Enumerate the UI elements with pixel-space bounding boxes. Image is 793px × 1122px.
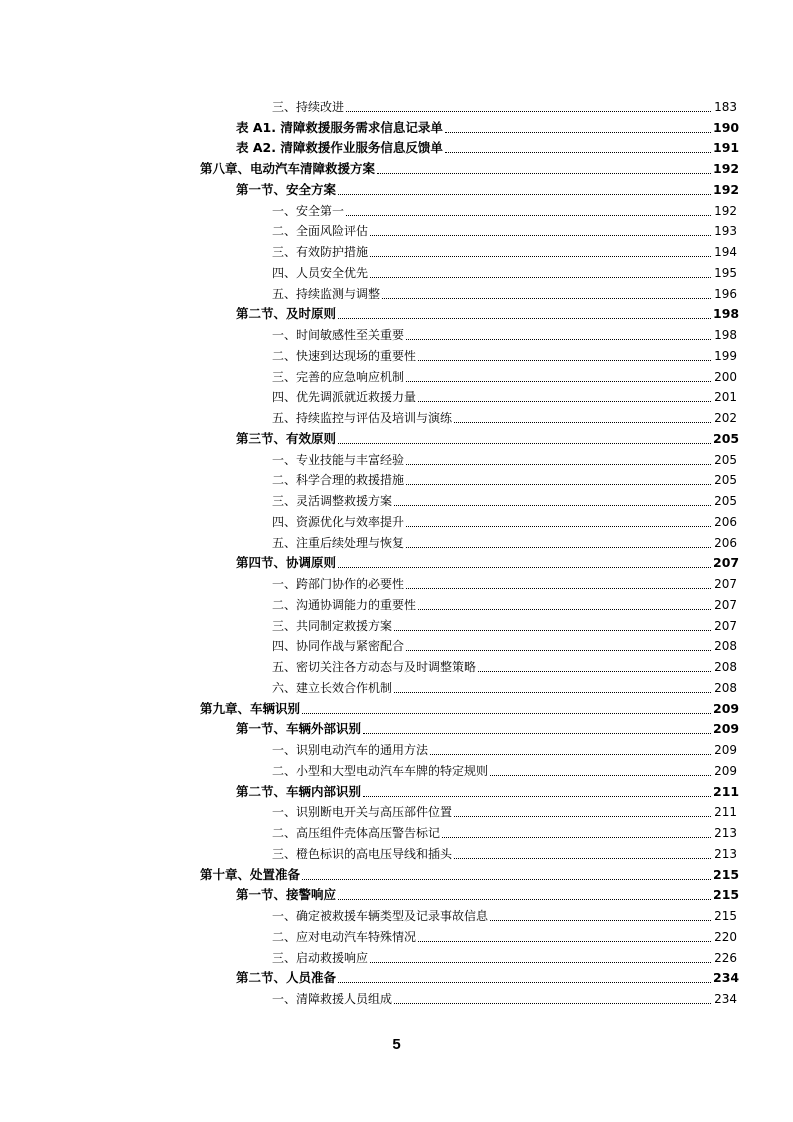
toc-subsection-entry[interactable] (0, 843, 793, 864)
toc-dot-leader (338, 982, 711, 983)
toc-entry-page-number: 192 (714, 203, 737, 218)
toc-entry-title: 四、人员安全优先 (272, 265, 369, 280)
toc-entry-page-number: 209 (713, 700, 740, 716)
toc-dot-leader (346, 111, 711, 112)
toc-subsection-entry[interactable] (0, 366, 793, 387)
toc-dot-leader (454, 858, 711, 859)
toc-dot-leader (338, 899, 711, 900)
toc-entry-page-number: 207 (714, 577, 737, 591)
toc-section-entry[interactable] (0, 553, 793, 574)
toc-subsection-entry[interactable] (0, 262, 793, 283)
toc-entry-page-number: 213 (714, 826, 737, 840)
toc-entry-page-number: 209 (714, 743, 737, 757)
toc-dot-leader (418, 941, 711, 942)
toc-dot-leader (370, 962, 711, 963)
toc-entry-page-number: 192 (713, 161, 740, 176)
toc-section-entry[interactable] (0, 781, 793, 802)
toc-subsection-entry[interactable] (0, 615, 793, 636)
toc-entry-title: 四、资源优化与效率提升 (272, 514, 405, 529)
toc-subsection-entry[interactable] (0, 449, 793, 470)
toc-dot-leader (406, 526, 711, 527)
toc-entry-page-number: 200 (714, 369, 737, 384)
toc-entry-page-number: 207 (714, 618, 737, 633)
toc-entry-page-number: 208 (714, 680, 737, 695)
toc-dot-leader (363, 796, 711, 797)
toc-chapter-entry[interactable] (0, 698, 793, 719)
toc-subsection-entry[interactable] (0, 470, 793, 491)
toc-chapter-entry[interactable] (0, 158, 793, 179)
toc-entry-title: 第九章、车辆识别 (200, 700, 301, 716)
toc-entry-title: 四、协同作战与紧密配合 (272, 639, 405, 654)
toc-entry-title: 第一节、安全方案 (236, 181, 337, 197)
toc-dot-leader (338, 567, 711, 568)
toc-dot-leader (418, 360, 711, 361)
toc-dot-leader (370, 235, 711, 236)
toc-dot-leader (346, 215, 711, 216)
toc-entry-title: 表 A1. 清障救援服务需求信息记录单 (236, 119, 443, 135)
toc-subsection-entry[interactable] (0, 387, 793, 408)
toc-entry-page-number: 191 (713, 140, 740, 156)
toc-entry-page-number: 198 (713, 306, 740, 322)
toc-subsection-entry[interactable] (0, 947, 793, 968)
toc-dot-leader (370, 277, 711, 278)
toc-entry-page-number: 234 (714, 992, 737, 1006)
toc-dot-leader (377, 173, 711, 174)
toc-entry-page-number: 201 (714, 390, 737, 405)
toc-entry-title: 五、持续监测与调整 (272, 286, 381, 301)
toc-entry-page-number: 226 (714, 950, 737, 965)
toc-entry-title: 三、启动救援响应 (272, 950, 369, 965)
toc-entry-page-number: 208 (714, 660, 737, 674)
toc-dot-leader (338, 443, 711, 444)
toc-entry-page-number: 205 (714, 452, 737, 467)
toc-dot-leader (394, 692, 711, 693)
toc-section-entry[interactable] (0, 179, 793, 200)
toc-subsection-entry[interactable] (0, 241, 793, 262)
toc-dot-leader (445, 152, 711, 153)
toc-entry-page-number: 205 (714, 473, 737, 488)
toc-entry-title: 第十章、处置准备 (200, 866, 301, 882)
toc-entry-page-number: 206 (714, 535, 737, 550)
toc-dot-leader (363, 733, 711, 734)
toc-dot-leader (302, 879, 711, 880)
toc-subsection-entry[interactable] (0, 988, 793, 1009)
toc-entry-page-number: 211 (714, 805, 737, 820)
toc-dot-leader (478, 671, 711, 672)
toc-entry-page-number: 234 (713, 970, 740, 986)
toc-subsection-entry[interactable] (0, 739, 793, 760)
toc-entry-page-number: 215 (713, 866, 740, 882)
toc-entry-title: 第二节、及时原则 (236, 306, 337, 322)
toc-dot-leader (394, 1003, 711, 1004)
toc-entry-page-number: 206 (714, 514, 737, 529)
toc-subsection-entry[interactable] (0, 200, 793, 221)
toc-subsection-entry[interactable] (0, 324, 793, 345)
toc-entry-page-number: 207 (714, 597, 737, 612)
toc-entry-page-number: 213 (714, 846, 737, 861)
toc-entry-page-number: 209 (714, 763, 737, 778)
toc-entry-title: 三、灵活调整救援方案 (272, 494, 393, 508)
toc-entry-title: 一、跨部门协作的必要性 (272, 577, 405, 591)
toc-entry-title: 一、识别电动汽车的通用方法 (272, 743, 429, 757)
toc-entry-title: 四、优先调派就近救援力量 (272, 390, 417, 405)
toc-subsection-entry[interactable] (0, 532, 793, 553)
toc-dot-leader (406, 339, 711, 340)
toc-dot-leader (406, 464, 711, 465)
toc-section-entry[interactable] (0, 968, 793, 989)
toc-subsection-entry[interactable] (0, 511, 793, 532)
toc-section-entry[interactable] (0, 885, 793, 906)
toc-subsection-entry[interactable] (0, 822, 793, 843)
toc-dot-leader (338, 194, 711, 195)
toc-dot-leader (454, 422, 711, 423)
toc-subsection-entry[interactable] (0, 490, 793, 511)
toc-entry-page-number: 220 (714, 929, 737, 944)
toc-dot-leader (418, 609, 711, 610)
toc-subsection-entry[interactable] (0, 926, 793, 947)
toc-entry-title: 三、橙色标识的高电压导线和插头 (272, 846, 453, 861)
toc-section-entry[interactable] (0, 138, 793, 159)
toc-entry-title: 六、建立长效合作机制 (272, 680, 393, 695)
toc-entry-title: 二、快速到达现场的重要性 (272, 348, 417, 363)
toc-entry-page-number: 202 (714, 411, 737, 425)
toc-dot-leader (406, 381, 711, 382)
toc-subsection-entry[interactable] (0, 221, 793, 242)
toc-entry-title: 一、专业技能与丰富经验 (272, 452, 405, 467)
toc-entry-title: 三、完善的应急响应机制 (272, 369, 405, 384)
toc-entry-title: 一、确定被救援车辆类型及记录事故信息 (272, 909, 489, 923)
toc-subsection-entry[interactable] (0, 802, 793, 823)
toc-dot-leader (406, 588, 711, 589)
toc-entry-title: 五、密切关注各方动态与及时调整策略 (272, 660, 477, 674)
toc-entry-page-number: 215 (713, 887, 740, 903)
toc-subsection-entry[interactable] (0, 905, 793, 926)
toc-entry-page-number: 190 (713, 119, 740, 135)
toc-dot-leader (382, 298, 711, 299)
toc-dot-leader (406, 650, 711, 651)
toc-subsection-entry[interactable] (0, 345, 793, 366)
toc-entry-page-number: 211 (713, 783, 740, 799)
toc-entry-title: 一、清障救援人员组成 (272, 992, 393, 1006)
toc-subsection-entry[interactable] (0, 677, 793, 698)
toc-entry-page-number: 193 (714, 224, 737, 239)
toc-dot-leader (406, 547, 711, 548)
toc-section-entry[interactable] (0, 117, 793, 138)
toc-entry-title: 表 A2. 清障救援作业服务信息反馈单 (236, 140, 443, 156)
toc-entry-page-number: 208 (714, 639, 737, 654)
toc-entry-page-number: 205 (714, 494, 737, 508)
toc-entry-title: 一、时间敏感性至关重要 (272, 328, 405, 342)
toc-subsection-entry[interactable] (0, 96, 793, 117)
toc-entry-page-number: 183 (714, 99, 737, 114)
toc-entry-page-number: 196 (714, 286, 737, 301)
toc-entry-title: 一、安全第一 (272, 203, 345, 218)
toc-chapter-entry[interactable] (0, 864, 793, 885)
toc-dot-leader (418, 401, 711, 402)
toc-entry-title: 第四节、协调原则 (236, 555, 337, 571)
toc-section-entry[interactable] (0, 304, 793, 325)
toc-section-entry[interactable] (0, 428, 793, 449)
toc-subsection-entry[interactable] (0, 760, 793, 781)
toc-dot-leader (490, 920, 711, 921)
toc-entry-title: 三、有效防护措施 (272, 245, 369, 259)
toc-dot-leader (338, 318, 711, 319)
toc-subsection-entry[interactable] (0, 573, 793, 594)
toc-entry-title: 二、沟通协调能力的重要性 (272, 597, 417, 612)
page-number: 5 (392, 1036, 401, 1053)
toc-entry-page-number: 205 (713, 430, 740, 446)
toc-entry-title: 第二节、车辆内部识别 (236, 783, 362, 799)
toc-dot-leader (490, 775, 711, 776)
toc-dot-leader (302, 713, 711, 714)
toc-dot-leader (445, 132, 711, 133)
toc-section-entry[interactable] (0, 719, 793, 740)
toc-dot-leader (454, 816, 711, 817)
toc-dot-leader (442, 837, 711, 838)
toc-subsection-entry[interactable] (0, 656, 793, 677)
toc-entry-page-number: 194 (714, 245, 737, 259)
toc-dot-leader (394, 630, 711, 631)
toc-entry-page-number: 198 (714, 328, 737, 342)
toc-entry-title: 第三节、有效原则 (236, 430, 337, 446)
toc-dot-leader (370, 256, 711, 257)
toc-entry-title: 二、全面风险评估 (272, 224, 369, 239)
toc-entry-page-number: 199 (714, 348, 737, 363)
toc-entry-title: 二、应对电动汽车特殊情况 (272, 929, 417, 944)
toc-subsection-entry[interactable] (0, 636, 793, 657)
toc-entry-page-number: 195 (714, 265, 737, 280)
toc-entry-title: 第二节、人员准备 (236, 970, 337, 986)
toc-dot-leader (406, 484, 711, 485)
toc-entry-page-number: 215 (714, 909, 737, 923)
toc-entry-title: 一、识别断电开关与高压部件位置 (272, 805, 453, 820)
toc-subsection-entry[interactable] (0, 594, 793, 615)
toc-entry-page-number: 192 (713, 181, 740, 197)
toc-entry-title: 五、注重后续处理与恢复 (272, 535, 405, 550)
toc-subsection-entry[interactable] (0, 283, 793, 304)
toc-entry-page-number: 209 (713, 721, 740, 737)
toc-entry-title: 二、小型和大型电动汽车车牌的特定规则 (272, 763, 489, 778)
toc-dot-leader (430, 754, 711, 755)
toc-entry-title: 五、持续监控与评估及培训与演练 (272, 411, 453, 425)
toc-entry-title: 三、持续改进 (272, 99, 345, 114)
toc-entry-title: 三、共同制定救援方案 (272, 618, 393, 633)
toc-entry-title: 二、科学合理的救援措施 (272, 473, 405, 488)
toc-entry-title: 第一节、车辆外部识别 (236, 721, 362, 737)
toc-dot-leader (394, 505, 711, 506)
toc-entry-page-number: 207 (713, 555, 740, 571)
toc-entry-title: 第八章、电动汽车清障救援方案 (200, 161, 376, 176)
toc-entry-title: 二、高压组件壳体高压警告标记 (272, 826, 441, 840)
toc-entry-title: 第一节、接警响应 (236, 887, 337, 903)
table-of-contents (0, 96, 793, 1009)
toc-subsection-entry[interactable] (0, 407, 793, 428)
